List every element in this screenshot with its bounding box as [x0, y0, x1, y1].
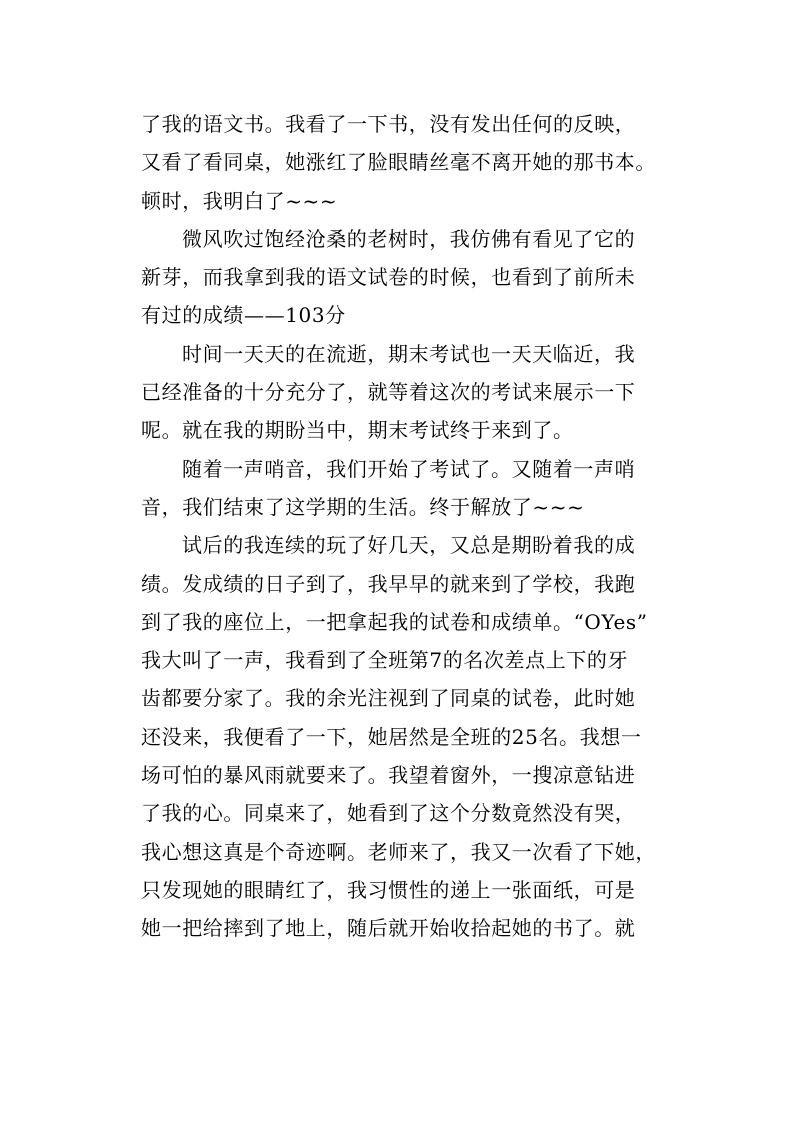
text-line: 有过的成绩——103分 — [141, 303, 346, 328]
text-line: 我心想这真是个奇迹啊。老师来了，我又一次看了下她， — [141, 839, 656, 864]
paragraph-first-line: 时间一天天的在流逝，期末考试也一天天临近，我 — [182, 341, 636, 366]
text-line: 齿都要分家了。我的余光注视到了同桌的试卷，此时她 — [141, 686, 636, 711]
text-line: 音，我们结束了这学期的生活。终于解放了~~~ — [141, 494, 585, 519]
paragraph-first-line: 试后的我连续的玩了好几天，又总是期盼着我的成 — [182, 533, 636, 558]
text-line: 了我的心。同桌来了，她看到了这个分数竟然没有哭， — [141, 801, 636, 826]
paragraph-first-line: 随着一声哨音，我们开始了考试了。又随着一声哨 — [182, 456, 636, 481]
text-line: 新芽，而我拿到我的语文试卷的时候，也看到了前所未 — [141, 265, 636, 290]
text-line: 我大叫了一声，我看到了全班第7的名次差点上下的牙 — [141, 648, 629, 673]
text-line: 了我的语文书。我看了一下书，没有发出任何的反映， — [141, 112, 636, 136]
text-line: 绩。发成绩的日子到了，我早早的就来到了学校，我跑 — [141, 571, 636, 596]
text-line: 到了我的座位上，一把拿起我的试卷和成绩单。“OYes” — [141, 609, 648, 634]
text-line: 顿时，我明白了~~~ — [141, 188, 338, 213]
text-line: 场可怕的暴风雨就要来了。我望着窗外，一搜凉意钻进 — [141, 763, 636, 788]
text-line: 她一把给摔到了地上，随后就开始收拾起她的书了。就 — [141, 916, 636, 941]
text-line: 已经准备的十分充分了，就等着这次的考试来展示一下 — [141, 380, 636, 405]
text-line: 呢。就在我的期盼当中，期末考试终于来到了。 — [141, 418, 574, 443]
paragraph-first-line: 微风吹过饱经沧桑的老树时，我仿佛有看见了它的 — [182, 226, 636, 251]
body-text — [141, 105, 681, 948]
text-line: 还没来，我便看了一下，她居然是全班的25名。我想一 — [141, 724, 642, 749]
text-line: 又看了看同桌，她涨红了脸眼睛丝毫不离开她的那书本。 — [141, 150, 656, 175]
text-line: 只发现她的眼睛红了，我习惯性的递上一张面纸，可是 — [141, 877, 636, 902]
